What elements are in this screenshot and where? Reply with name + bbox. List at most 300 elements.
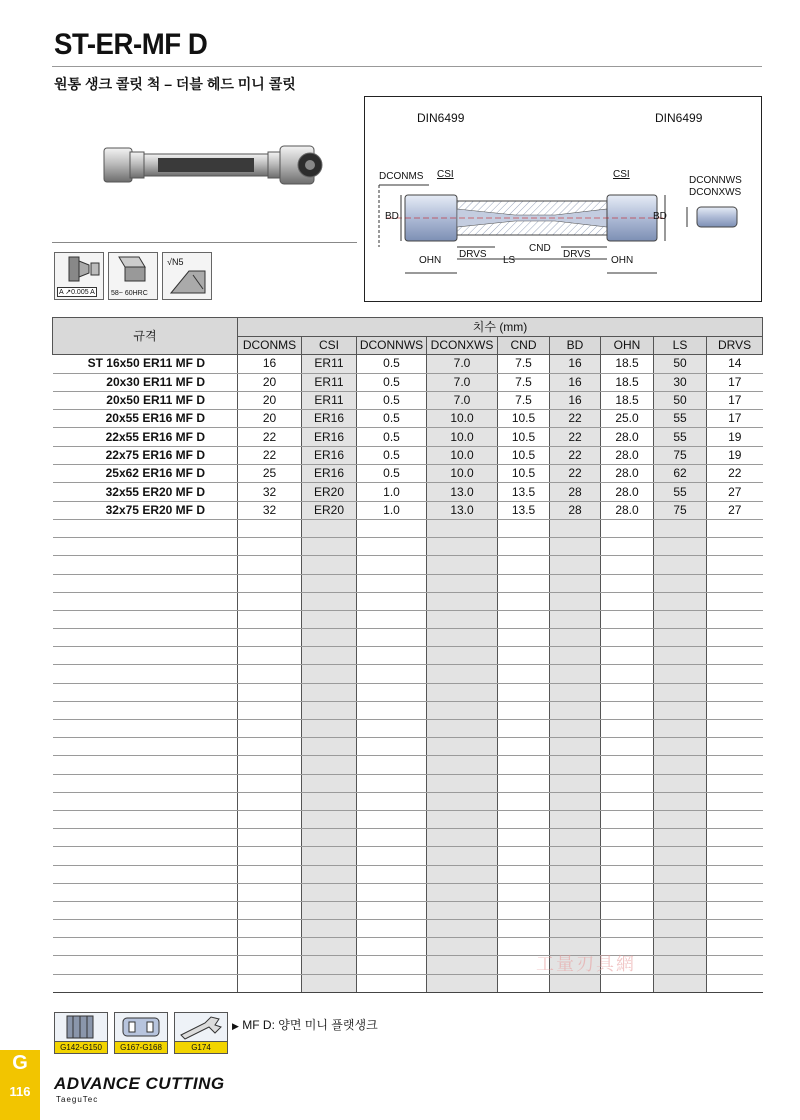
table-cell <box>654 720 707 738</box>
bd-label-left: BD <box>385 211 399 222</box>
table-cell <box>498 756 550 774</box>
table-cell <box>498 847 550 865</box>
table-cell <box>601 829 654 847</box>
table-cell <box>550 756 601 774</box>
table-cell <box>707 592 763 610</box>
row-designation <box>53 865 238 883</box>
table-cell <box>550 883 601 901</box>
column-header: CND <box>498 337 550 355</box>
row-designation <box>53 938 238 956</box>
nut-icon[interactable] <box>114 1012 168 1054</box>
table-cell: 25 <box>238 465 302 483</box>
table-cell <box>550 592 601 610</box>
table-cell <box>498 574 550 592</box>
table-cell: 25.0 <box>601 410 654 428</box>
table-cell <box>707 774 763 792</box>
spec-table-body <box>53 355 763 993</box>
table-cell: 50 <box>654 355 707 373</box>
row-designation <box>53 901 238 919</box>
table-cell <box>654 683 707 701</box>
table-cell <box>498 720 550 738</box>
table-cell <box>654 883 707 901</box>
table-cell: 1.0 <box>357 483 427 501</box>
table-row-empty <box>53 829 763 847</box>
table-cell <box>498 647 550 665</box>
table-cell <box>302 683 357 701</box>
table-row-empty <box>53 701 763 719</box>
table-row-empty <box>53 938 763 956</box>
table-cell: 32 <box>238 483 302 501</box>
table-cell <box>550 865 601 883</box>
table-cell: 22 <box>550 410 601 428</box>
table-cell <box>654 901 707 919</box>
table-cell <box>601 665 654 683</box>
table-row-empty <box>53 956 763 974</box>
table-cell <box>238 538 302 556</box>
table-cell <box>238 756 302 774</box>
row-designation: ST 16x50 ER11 MF D <box>53 355 238 373</box>
table-cell: 28 <box>550 483 601 501</box>
table-cell <box>601 756 654 774</box>
runout-icon <box>54 252 104 300</box>
table-cell <box>654 738 707 756</box>
table-cell <box>654 574 707 592</box>
table-cell: 0.5 <box>357 428 427 446</box>
table-cell <box>601 519 654 537</box>
page-subtitle: 원통 생크 콜릿 척 – 더블 헤드 미니 콜릿 <box>54 76 296 92</box>
table-cell: 10.0 <box>427 465 498 483</box>
table-cell <box>238 956 302 974</box>
table-cell: 10.5 <box>498 465 550 483</box>
table-cell <box>238 829 302 847</box>
collet-icon[interactable] <box>54 1012 108 1054</box>
table-cell <box>654 629 707 647</box>
table-cell <box>357 665 427 683</box>
section-letter: G <box>12 1052 28 1074</box>
table-cell <box>427 938 498 956</box>
table-cell <box>238 901 302 919</box>
table-cell <box>601 610 654 628</box>
table-cell <box>550 974 601 992</box>
table-cell <box>238 810 302 828</box>
table-cell: 28.0 <box>601 465 654 483</box>
column-header: LS <box>654 337 707 355</box>
table-cell <box>427 610 498 628</box>
table-cell: ER11 <box>302 355 357 373</box>
table-cell <box>357 810 427 828</box>
table-cell: 18.5 <box>601 355 654 373</box>
row-designation: 20x50 ER11 MF D <box>53 391 238 409</box>
table-cell <box>550 610 601 628</box>
table-cell <box>601 647 654 665</box>
table-cell <box>427 956 498 974</box>
row-designation <box>53 647 238 665</box>
note-text: MF D: 양면 미니 플랫생크 <box>242 1018 378 1032</box>
table-cell <box>654 538 707 556</box>
table-cell <box>427 974 498 992</box>
table-cell <box>302 556 357 574</box>
table-cell <box>707 829 763 847</box>
table-cell <box>707 901 763 919</box>
dconxws-label: DCONXWS <box>689 187 742 198</box>
table-cell <box>601 792 654 810</box>
table-row <box>53 501 763 519</box>
table-row-empty <box>53 883 763 901</box>
table-cell <box>238 629 302 647</box>
table-cell <box>707 683 763 701</box>
table-cell <box>238 974 302 992</box>
table-row-empty <box>53 974 763 992</box>
dconnws-label: DCONNWS <box>689 175 742 186</box>
table-cell <box>357 938 427 956</box>
table-cell <box>707 920 763 938</box>
table-cell <box>427 629 498 647</box>
table-cell <box>427 883 498 901</box>
table-cell: ER11 <box>302 391 357 409</box>
table-cell: ER20 <box>302 501 357 519</box>
table-row-empty <box>53 756 763 774</box>
ohn-label-left: OHN <box>419 255 442 266</box>
table-cell <box>654 847 707 865</box>
column-header: CSI <box>302 337 357 355</box>
table-row-empty <box>53 610 763 628</box>
table-cell <box>550 920 601 938</box>
table-cell <box>550 629 601 647</box>
row-designation <box>53 756 238 774</box>
table-cell: 20 <box>238 410 302 428</box>
table-cell <box>550 701 601 719</box>
table-cell <box>550 720 601 738</box>
table-cell: 18.5 <box>601 391 654 409</box>
table-cell <box>498 592 550 610</box>
table-row-empty <box>53 683 763 701</box>
table-cell <box>302 938 357 956</box>
wrench-ref: G174 <box>175 1041 227 1053</box>
table-cell <box>302 829 357 847</box>
table-cell: 10.5 <box>498 428 550 446</box>
table-cell <box>357 556 427 574</box>
table-cell <box>427 774 498 792</box>
table-cell: 75 <box>654 501 707 519</box>
table-cell <box>707 956 763 974</box>
table-row <box>53 373 763 391</box>
table-cell <box>707 792 763 810</box>
table-cell <box>427 829 498 847</box>
table-cell: 7.5 <box>498 391 550 409</box>
table-cell <box>707 538 763 556</box>
table-cell: 55 <box>654 410 707 428</box>
row-designation <box>53 629 238 647</box>
table-cell <box>550 774 601 792</box>
table-cell: 32 <box>238 501 302 519</box>
table-cell <box>427 865 498 883</box>
photo-divider <box>52 242 357 243</box>
table-cell <box>357 901 427 919</box>
table-row-empty <box>53 629 763 647</box>
table-cell <box>357 610 427 628</box>
table-cell: 7.0 <box>427 391 498 409</box>
table-cell <box>550 810 601 828</box>
row-designation <box>53 574 238 592</box>
table-cell <box>498 920 550 938</box>
table-cell <box>654 810 707 828</box>
table-cell: ER16 <box>302 410 357 428</box>
table-cell: ER20 <box>302 483 357 501</box>
table-cell <box>498 556 550 574</box>
column-header: DCONXWS <box>427 337 498 355</box>
table-cell <box>357 592 427 610</box>
table-cell: 20 <box>238 373 302 391</box>
table-cell <box>654 556 707 574</box>
table-row-empty <box>53 901 763 919</box>
row-designation <box>53 883 238 901</box>
table-cell <box>654 974 707 992</box>
table-cell: 16 <box>550 373 601 391</box>
drvs-label-right: DRVS <box>563 249 591 260</box>
surface-roughness-icon <box>162 252 212 300</box>
table-cell <box>427 720 498 738</box>
table-cell <box>302 665 357 683</box>
table-cell <box>427 701 498 719</box>
table-cell: 10.0 <box>427 446 498 464</box>
table-cell: 22 <box>238 428 302 446</box>
table-cell <box>550 738 601 756</box>
csi-label-right: CSI <box>613 169 630 180</box>
table-cell: 0.5 <box>357 355 427 373</box>
table-cell <box>498 683 550 701</box>
table-cell <box>238 792 302 810</box>
table-cell <box>707 610 763 628</box>
row-designation <box>53 829 238 847</box>
table-cell <box>357 683 427 701</box>
din-label-right: DIN6499 <box>655 111 703 125</box>
table-cell <box>427 665 498 683</box>
table-cell <box>654 865 707 883</box>
table-cell <box>654 647 707 665</box>
table-cell <box>302 592 357 610</box>
table-cell <box>302 956 357 974</box>
table-row-empty <box>53 847 763 865</box>
table-cell: 55 <box>654 428 707 446</box>
table-cell: 22 <box>238 446 302 464</box>
table-cell <box>498 829 550 847</box>
table-cell <box>707 974 763 992</box>
table-cell: 17 <box>707 410 763 428</box>
table-cell <box>654 610 707 628</box>
table-cell <box>707 810 763 828</box>
table-cell <box>357 574 427 592</box>
row-designation <box>53 592 238 610</box>
table-cell <box>357 701 427 719</box>
table-cell <box>302 901 357 919</box>
table-cell: 7.0 <box>427 373 498 391</box>
table-cell <box>302 701 357 719</box>
table-cell: 7.5 <box>498 373 550 391</box>
table-cell <box>302 610 357 628</box>
table-cell: 16 <box>238 355 302 373</box>
table-cell: 20 <box>238 391 302 409</box>
table-cell <box>427 592 498 610</box>
table-cell <box>238 720 302 738</box>
table-cell <box>427 738 498 756</box>
table-cell <box>357 792 427 810</box>
page-title: ST-ER-MF D <box>54 28 208 61</box>
table-cell <box>302 792 357 810</box>
table-cell <box>302 810 357 828</box>
table-cell <box>357 920 427 938</box>
table-cell <box>357 756 427 774</box>
wrench-icon[interactable] <box>174 1012 228 1054</box>
table-cell: 7.5 <box>498 355 550 373</box>
table-cell <box>498 865 550 883</box>
table-cell <box>550 901 601 919</box>
table-cell <box>238 774 302 792</box>
table-cell <box>357 538 427 556</box>
table-cell: 13.5 <box>498 501 550 519</box>
table-cell <box>498 629 550 647</box>
table-cell <box>498 974 550 992</box>
table-cell <box>601 901 654 919</box>
table-cell: 28.0 <box>601 428 654 446</box>
table-cell <box>238 701 302 719</box>
table-cell <box>550 665 601 683</box>
runout-label: A ↗0.005 A <box>59 289 95 296</box>
row-designation: 32x55 ER20 MF D <box>53 483 238 501</box>
row-designation: 25x62 ER16 MF D <box>53 465 238 483</box>
row-designation <box>53 847 238 865</box>
table-row-empty <box>53 592 763 610</box>
table-row <box>53 483 763 501</box>
din-label-left: DIN6499 <box>417 111 465 125</box>
table-cell <box>550 847 601 865</box>
table-cell: 30 <box>654 373 707 391</box>
table-cell <box>238 665 302 683</box>
ls-label: LS <box>503 255 516 266</box>
table-cell <box>238 519 302 537</box>
page-number: 116 <box>9 1084 31 1099</box>
table-row-empty <box>53 810 763 828</box>
table-cell <box>238 883 302 901</box>
table-cell <box>707 574 763 592</box>
bd-label-right: BD <box>653 211 667 222</box>
table-cell: 19 <box>707 446 763 464</box>
table-row-empty <box>53 538 763 556</box>
table-cell <box>654 665 707 683</box>
table-cell: 10.5 <box>498 446 550 464</box>
table-cell: 13.0 <box>427 501 498 519</box>
table-cell: 10.5 <box>498 410 550 428</box>
csi-label-left: CSI <box>437 169 454 180</box>
table-row-empty <box>53 774 763 792</box>
table-cell: ER16 <box>302 465 357 483</box>
table-cell <box>302 738 357 756</box>
arrow-icon: ▶ <box>232 1021 239 1031</box>
table-row <box>53 446 763 464</box>
table-cell <box>427 810 498 828</box>
table-cell <box>302 629 357 647</box>
row-designation <box>53 538 238 556</box>
table-cell <box>357 865 427 883</box>
table-cell <box>550 519 601 537</box>
column-header: DCONMS <box>238 337 302 355</box>
table-cell <box>357 883 427 901</box>
table-cell: 13.5 <box>498 483 550 501</box>
table-cell <box>357 829 427 847</box>
table-row <box>53 465 763 483</box>
section-tab <box>0 1050 40 1120</box>
table-cell <box>601 920 654 938</box>
table-cell <box>302 883 357 901</box>
table-cell <box>654 829 707 847</box>
table-cell <box>654 774 707 792</box>
table-cell: 28.0 <box>601 446 654 464</box>
table-cell <box>601 592 654 610</box>
table-cell <box>238 847 302 865</box>
table-cell <box>238 592 302 610</box>
table-cell <box>707 629 763 647</box>
table-cell <box>238 920 302 938</box>
table-cell <box>427 647 498 665</box>
table-cell <box>601 883 654 901</box>
column-header: BD <box>550 337 601 355</box>
table-cell: 0.5 <box>357 410 427 428</box>
title-divider <box>52 66 762 67</box>
table-row-empty <box>53 920 763 938</box>
table-cell <box>498 901 550 919</box>
table-row-empty <box>53 738 763 756</box>
table-cell <box>707 938 763 956</box>
table-cell: ER11 <box>302 373 357 391</box>
table-cell <box>427 574 498 592</box>
table-cell <box>357 847 427 865</box>
table-cell <box>498 538 550 556</box>
table-cell <box>654 920 707 938</box>
table-cell <box>302 756 357 774</box>
table-cell: 18.5 <box>601 373 654 391</box>
table-cell: 55 <box>654 483 707 501</box>
table-cell <box>707 519 763 537</box>
brand-subtitle: TaeguTec <box>56 1095 99 1104</box>
column-header: DRVS <box>707 337 763 355</box>
table-cell <box>427 538 498 556</box>
table-row-empty <box>53 720 763 738</box>
table-cell <box>601 974 654 992</box>
table-cell <box>707 701 763 719</box>
table-cell <box>302 519 357 537</box>
table-row-empty <box>53 556 763 574</box>
table-cell <box>601 538 654 556</box>
table-cell <box>707 720 763 738</box>
technical-drawing <box>364 96 762 302</box>
nut-ref: G167-G168 <box>115 1041 167 1053</box>
table-cell: 22 <box>550 465 601 483</box>
table-cell <box>357 738 427 756</box>
table-cell <box>238 574 302 592</box>
dconms-label: DCONMS <box>379 171 424 182</box>
table-cell <box>238 738 302 756</box>
table-cell <box>707 865 763 883</box>
table-cell <box>601 556 654 574</box>
table-cell: 0.5 <box>357 391 427 409</box>
ohn-label-right: OHN <box>611 255 634 266</box>
table-cell <box>601 738 654 756</box>
row-designation <box>53 774 238 792</box>
table-cell <box>707 647 763 665</box>
table-cell <box>654 519 707 537</box>
table-cell <box>707 756 763 774</box>
table-cell <box>654 701 707 719</box>
table-cell: 22 <box>550 446 601 464</box>
